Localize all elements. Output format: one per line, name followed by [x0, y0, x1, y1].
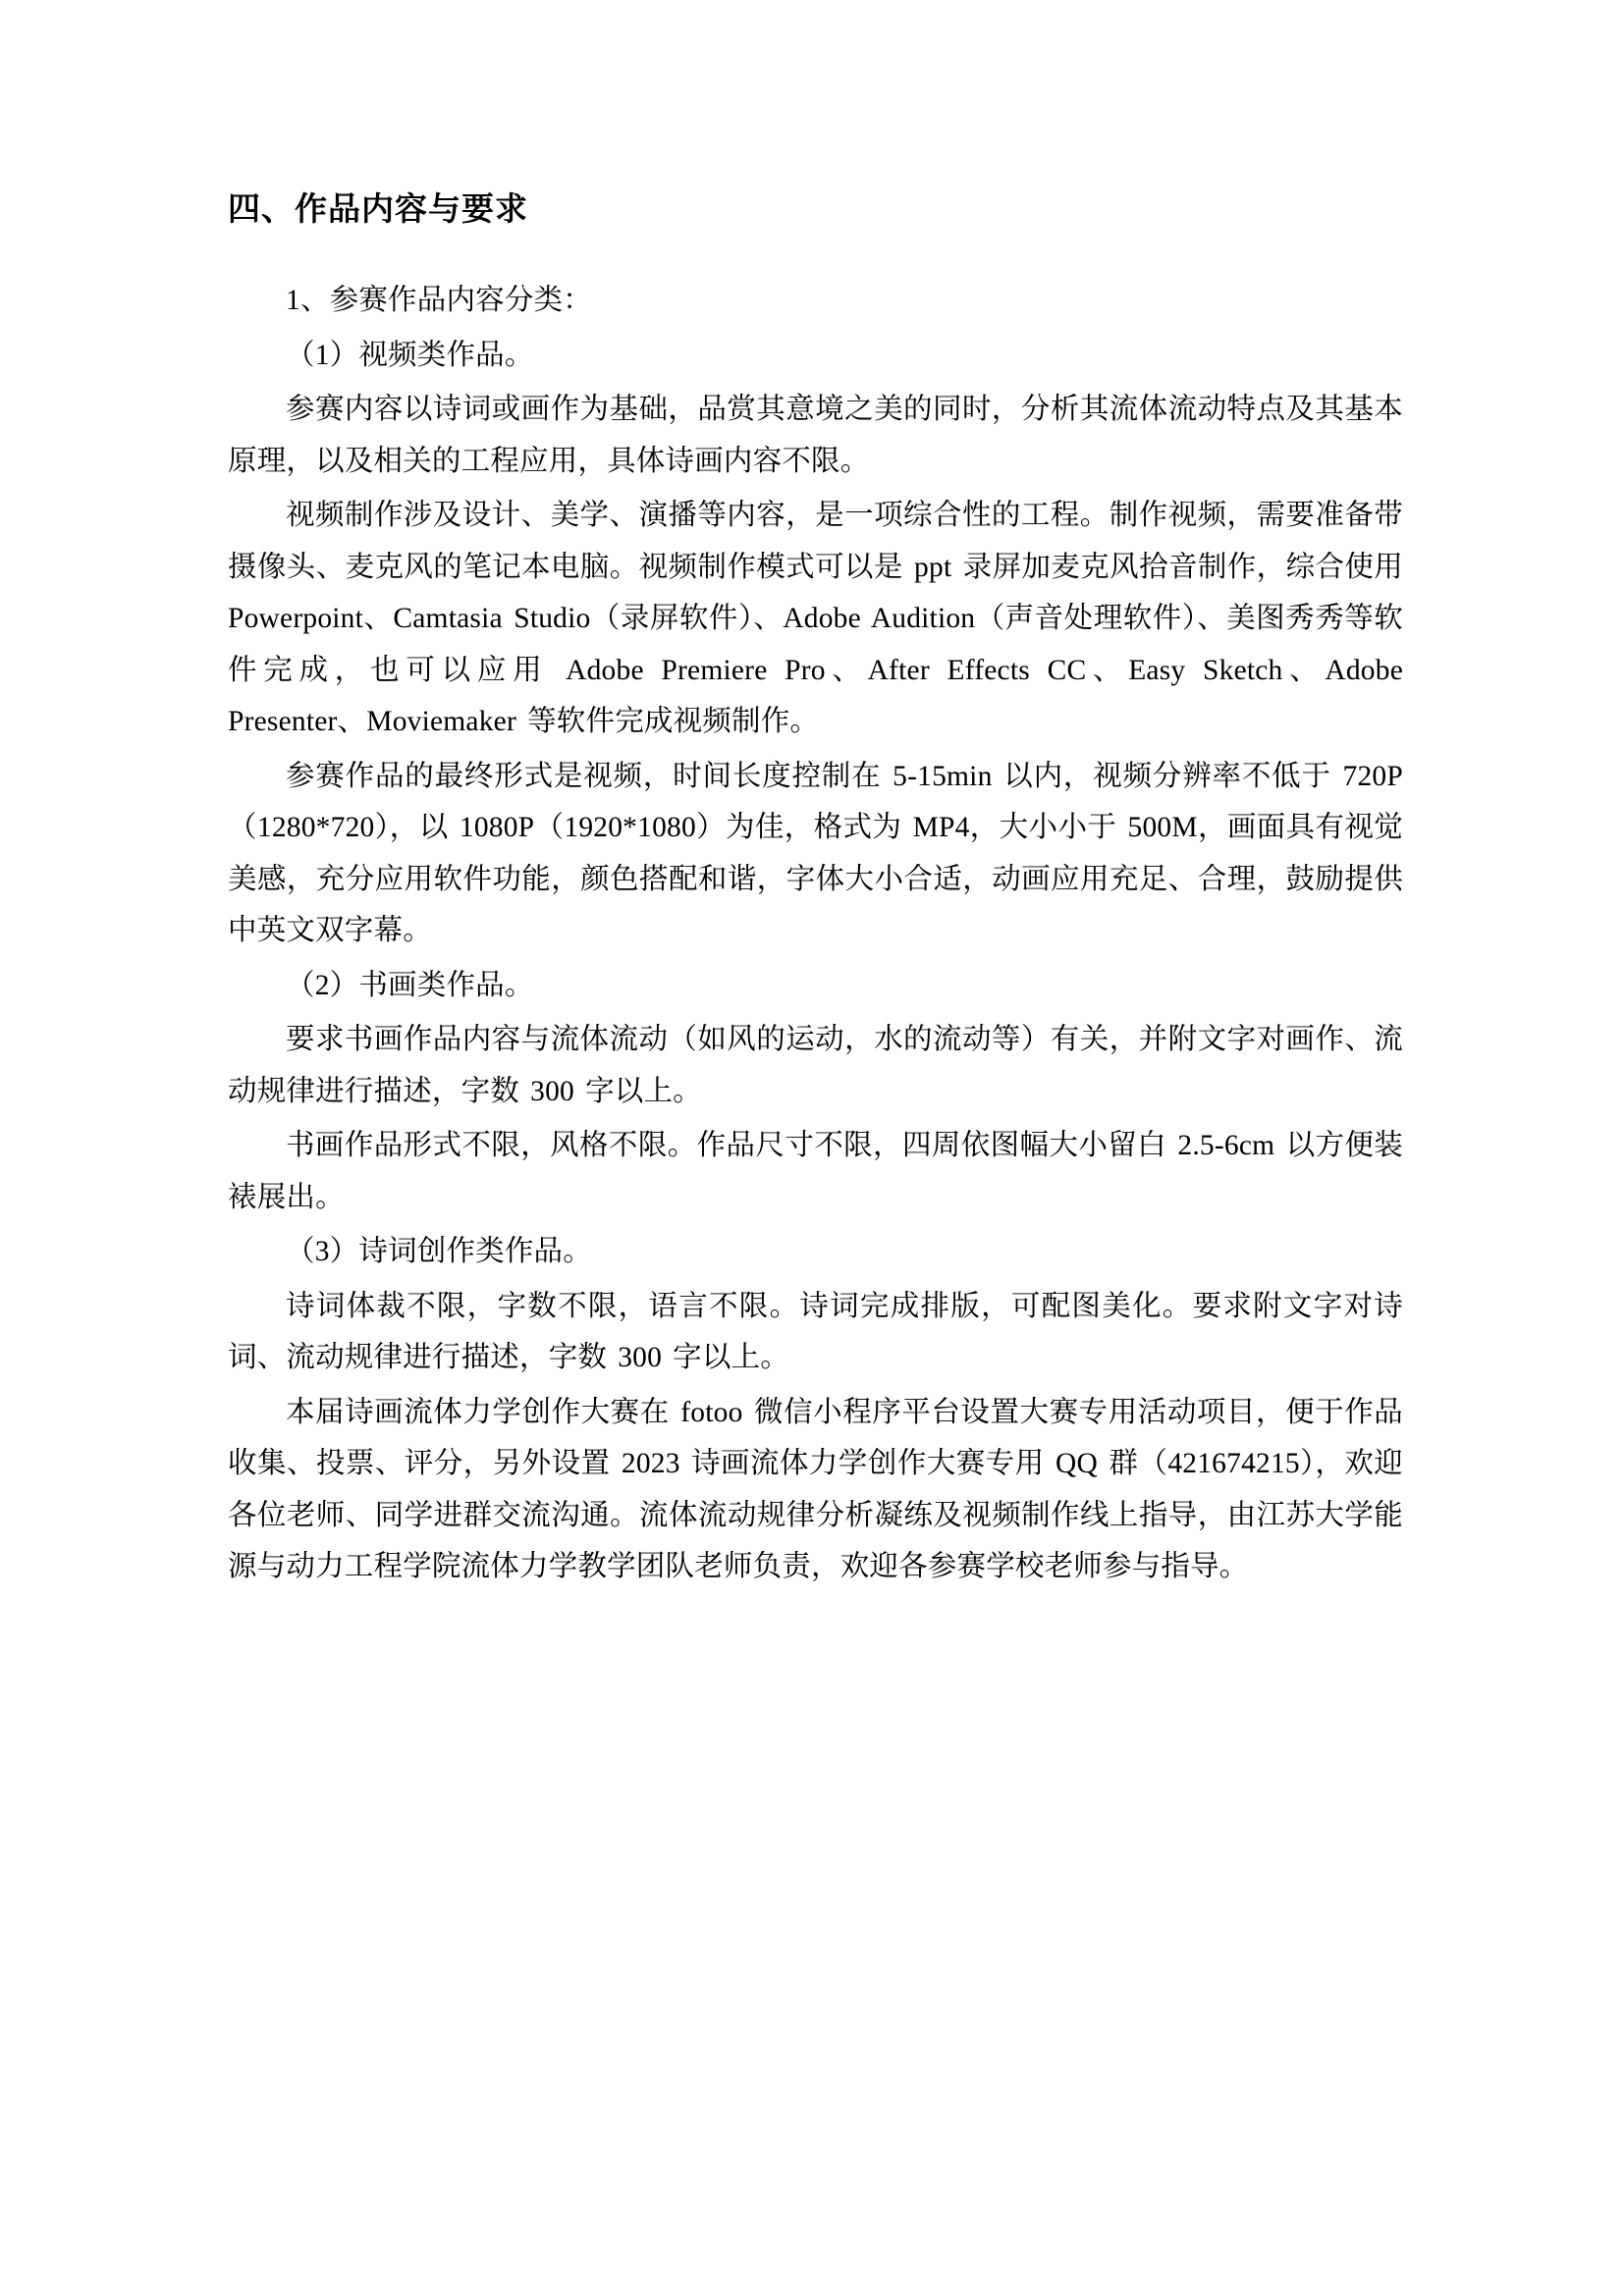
paragraph-10: 诗词体裁不限，字数不限，语言不限。诗词完成排版，可配图美化。要求附文字对诗词、流动规律进行描述，字数 300 字以上。	[228, 1290, 1403, 1374]
paragraph-7: 要求书画作品内容与流体流动（如风的运动，水的流动等）有关，并附文字对画作、流动规律进行描述，字数 300 字以上。	[228, 1024, 1403, 1107]
paragraph-8: 书画作品形式不限，风格不限。作品尺寸不限，四周依图幅大小留白 2.5-6cm 以方便装裱展出。	[228, 1130, 1403, 1213]
paragraph-4: 视频制作涉及设计、美学、演播等内容，是一项综合性的工程。制作视频，需要准备带摄像头、麦克风的笔记本电脑。视频制作模式可以是 ppt 录屏加麦克风拾音制作，综合使用 Powerpoint、Camtasia Studio（录屏软件）、Adobe Audition（声音处理软件）、美图秀秀等软件完成，也可以应用 Adobe Premiere Pro、After Effects CC、Easy Sketch、Adobe Presenter、Moviemaker 等软件完成视频制作。	[228, 500, 1403, 738]
paragraph-11: 本届诗画流体力学创作大赛在 fotoo 微信小程序平台设置大赛专用活动项目，便于作品收集、投票、评分，另外设置 2023 诗画流体力学创作大赛专用 QQ 群（421674215），欢迎各位老师、同学进群交流沟通。流体流动规律分析凝练及视频制作线上指导，由江苏大学能源与动力工程学院流体力学教学团队老师负责，欢迎各参赛学校老师参与指导。	[228, 1396, 1403, 1583]
paragraph-6: （2）书画类作品。	[286, 969, 534, 1001]
paragraph-5: 参赛作品的最终形式是视频，时间长度控制在 5-15min 以内，视频分辨率不低于 720P（1280*720），以 1080P（1920*1080）为佳，格式为 MP4，大小小于 500M，画面具有视觉美感，充分应用软件功能，颜色搭配和谐，字体大小合适，动画应用充足、合理，鼓励提供中英文双字幕。	[228, 760, 1403, 947]
paragraph-1: 1、参赛作品内容分类：	[286, 285, 592, 317]
page-title: 四、作品内容与要求	[228, 190, 528, 227]
paragraph-3: 参赛内容以诗词或画作为基础，品赏其意境之美的同时，分析其流体流动特点及其基本原理，以及相关的工程应用，具体诗画内容不限。	[228, 394, 1403, 477]
paragraph-2: （1）视频类作品。	[286, 339, 534, 371]
paragraph-9: （3）诗词创作类作品。	[286, 1236, 592, 1268]
